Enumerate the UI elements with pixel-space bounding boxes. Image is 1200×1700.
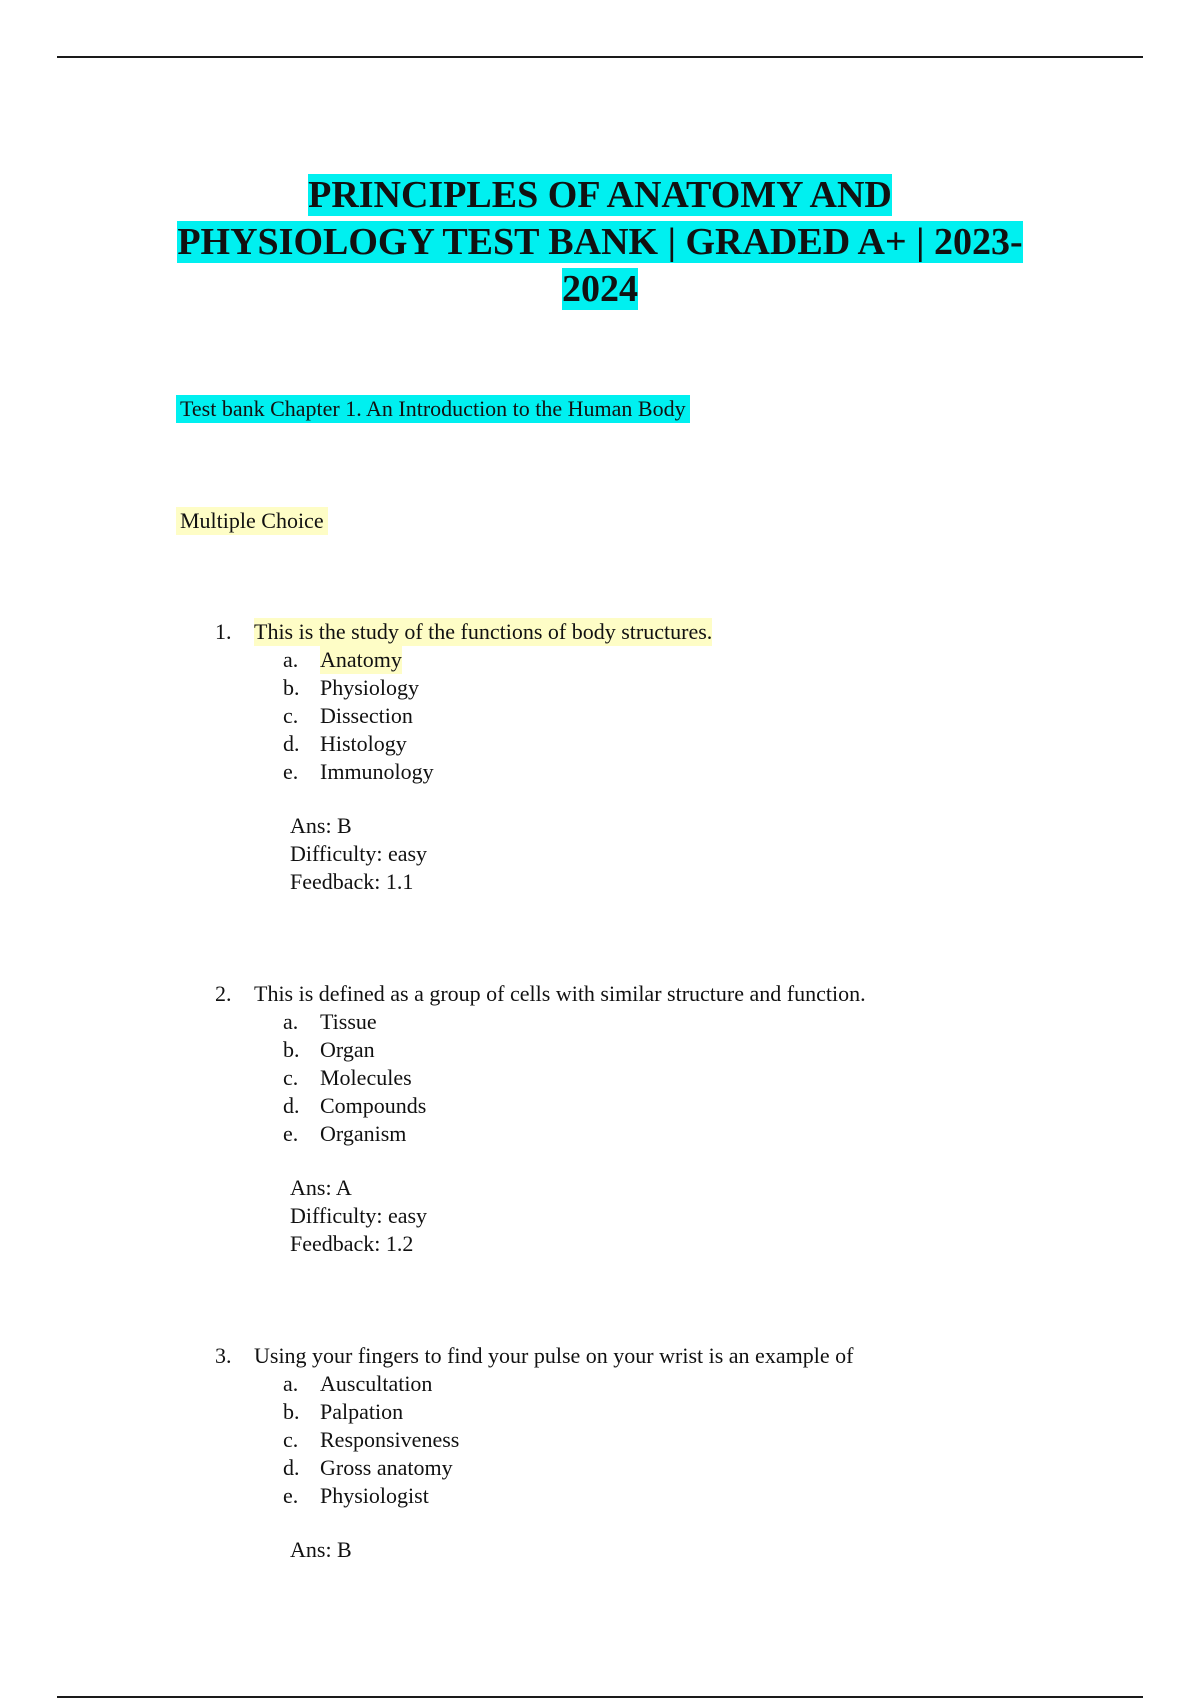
option-letter: b. [283,675,300,700]
option-letter: a. [283,647,299,672]
option-text: Organism [320,1121,407,1146]
option-letter: c. [283,703,299,728]
option-letter: b. [283,1399,300,1424]
option-a [215,1008,1115,1036]
option-letter: a. [283,1009,299,1034]
option-letter: c. [283,1427,299,1452]
bottom-rule [57,1696,1143,1698]
option-text: Dissection [320,703,413,728]
option-text: Physiologist [320,1483,429,1508]
question-number: 2. [215,981,232,1006]
question-stem [215,1342,1115,1370]
title-line-1: PRINCIPLES OF ANATOMY AND [308,174,892,216]
option-b [215,1036,1115,1064]
answer-options [215,646,1115,786]
top-rule [57,56,1143,58]
option-letter: e. [283,759,299,784]
option-b [215,674,1115,702]
option-text: Anatomy [320,647,402,672]
option-e [215,758,1115,786]
option-text: Responsiveness [320,1427,460,1452]
answer-options [215,1370,1115,1510]
question-number: 3. [215,1343,232,1368]
option-letter: d. [283,731,300,756]
answer-key: Ans: A [290,1175,352,1200]
option-c [215,1064,1115,1092]
option-text: Auscultation [320,1371,433,1396]
question-stem [215,980,1115,1008]
question-3 [215,1342,1115,1564]
option-d [215,1092,1115,1120]
answer-meta [215,812,1115,896]
title-line-3: 2024 [562,268,638,310]
option-b [215,1398,1115,1426]
option-letter: d. [283,1093,300,1118]
option-text: Compounds [320,1093,427,1118]
answer-options [215,1008,1115,1148]
difficulty: Difficulty: easy [290,1203,428,1228]
question-text: Using your fingers to find your pulse on your wrist is an example of [254,1343,854,1368]
option-text: Palpation [320,1399,404,1424]
option-letter: a. [283,1371,299,1396]
option-text: Physiology [320,675,420,700]
feedback: Feedback: 1.2 [290,1231,414,1256]
option-letter: e. [283,1121,299,1146]
document-title [100,172,1100,313]
option-a [215,1370,1115,1398]
option-d [215,1454,1115,1482]
option-letter: c. [283,1065,299,1090]
option-text: Histology [320,731,407,756]
option-c [215,702,1115,730]
question-1 [215,618,1115,896]
option-text: Tissue [320,1009,377,1034]
option-d [215,730,1115,758]
option-text: Gross anatomy [320,1455,453,1480]
option-text: Immunology [320,759,434,784]
option-letter: d. [283,1455,300,1480]
option-letter: b. [283,1037,300,1062]
option-text: Molecules [320,1065,412,1090]
answer-key: Ans: B [290,813,352,838]
option-e [215,1482,1115,1510]
option-c [215,1426,1115,1454]
question-text: This is defined as a group of cells with similar structure and function. [254,981,866,1006]
answer-key: Ans: B [290,1537,352,1562]
chapter-heading: Test bank Chapter 1. An Introduction to the Human Body [176,395,690,423]
difficulty: Difficulty: easy [290,841,428,866]
answer-meta [215,1174,1115,1258]
answer-meta [215,1536,1115,1564]
section-heading: Multiple Choice [176,507,328,535]
question-stem [215,618,1115,646]
question-number: 1. [215,619,232,644]
option-e [215,1120,1115,1148]
option-text: Organ [320,1037,375,1062]
option-letter: e. [283,1483,299,1508]
option-a [215,646,1115,674]
question-text: This is the study of the functions of body structures. [254,619,713,644]
question-2 [215,980,1115,1258]
feedback: Feedback: 1.1 [290,869,414,894]
title-line-2: PHYSIOLOGY TEST BANK | GRADED A+ | 2023- [177,221,1023,263]
